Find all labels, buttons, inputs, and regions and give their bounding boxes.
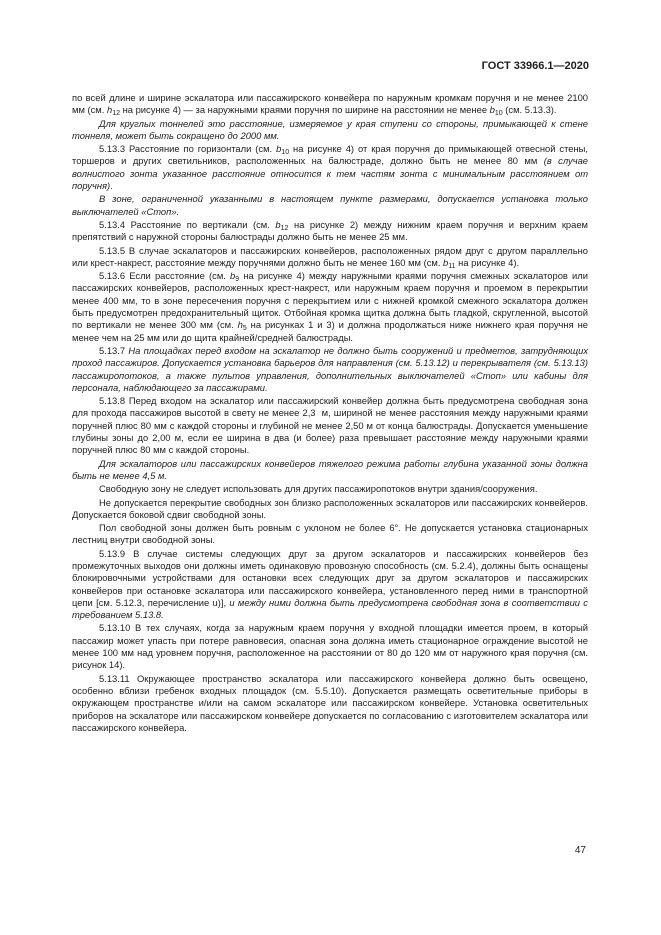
paragraph: 5.13.11 Окружающее пространство эскалатора или пассажирского конвейера должно быть освещено, особенно вблизи гребенок входных площадок (см. 5.5.10). Допускается размещать осветительные приборы в окружающем пространстве и/или на самом эскалаторе или пассажирском конвейере. Установка осветительных приборов на эскалаторе или пассажирском конвейере допускается по согласованию с изготовителем эскалатора или пассажирского конвейера. — [72, 672, 588, 733]
paragraph: 5.13.4 Расстояние по вертикали (см. $b_{12}$ на рисунке 2) между нижним краем поручня и верхним краем препятствий с наружной стороны балюстрады должно быть не менее 25 мм. — [72, 218, 589, 243]
paragraph: 5.13.6 Если расстояние (см. $b_9$ на рисунке 4) между наружными краями поручня смежных эскалаторов или пассажирских конвейеров, расположенных крест-накрест, или наружным краем поручня и проемом в перекрытии менее 400 мм, то в зоне пересечения поручня с перекрытием или с нижней кромкой смежного эскалатора должен быть предусмотрен предохранительный щиток. Отбойная кромка щитка должна быть гладкой, скругленной, высотой по вертикали не менее 300 мм (см. $h_5$ на рисунках 1 и 3) и должна продолжаться ниже нижнего края поручня не менее чем на 25 мм или до щита крайней/средней балюстрады. — [72, 270, 588, 343]
paragraph: Пол свободной зоны должен быть ровным с уклоном не более 6°. Не допускается установка стационарных лестниц внутри свободной зоны. — [72, 522, 588, 546]
paragraph: В зоне, ограниченной указанными в настоящем пункте размерами, допускается установка только выключателей «Стоп». — [72, 193, 588, 217]
paragraph: 5.13.5 В случае эскалаторов и пассажирских конвейеров, расположенных рядом друг с другом параллельно или крест-накрест, расстояние между поручнями должно быть не менее 160 мм (см. $b_{11}$ на рисунке 4). — [72, 244, 588, 270]
document-header: ГОСТ 33966.1—2020 — [481, 60, 589, 72]
paragraph: 5.13.3 Расстояние по горизонтали (см. $b_{10}$ на рисунке 4) от края поручня до примыкающей отвесной стены, торшеров и других светильников, расположенных на балюстраде, должно быть не менее 80 мм (в случае волнистого зонта указанное расстояние относится к тем частям зонта с минимальным расстоянием от поручня). — [72, 143, 588, 192]
paragraph: Свободную зону не следует использовать для других пассажиропотоков внутри здания/сооружения. — [99, 483, 538, 495]
paragraph: по всей длине и ширине эскалатора или пассажирского конвейера по наружным кромкам поручня и не менее 2100 мм (см. $h_{12}$ на рисунке 4) — за наружными краями поручня по ширине на расстоянии не менее $b_{10}$ (см. 5.13.3). — [72, 92, 588, 118]
page-number: 47 — [574, 845, 586, 856]
paragraph: Не допускается перекрытие свободных зон близко расположенных эскалаторов или пассажирских конвейеров. Допускается боковой сдвиг свободной зоны. — [72, 496, 588, 520]
paragraph: 5.13.7 На площадках перед входом на эскалатор не должно быть сооружений и предметов, затрудняющих проход пассажиров. Допускается установка барьеров для направления (см. 5.13.12) и перекрывателя (см. 5.13.13) пассажиропотоков, а также пультов управления, дополнительных выключателей «Стоп» или кабины для персонала, наблюдающего за пассажирами. — [72, 344, 589, 393]
paragraph: 5.13.9 В случае системы следующих друг за другом эскалаторов и пассажирских конвейеров без промежуточных выходов они должны иметь одинаковую провозную способность (см. 5.2.4), должны быть оснащены блокировочными устройствами для остановки всех следующих друг за другом эскалаторов и пассажирских конвейеров при остановке эскалатора или пассажирского конвейера, установленного перед ними в транспортной цепи [см. 5.12.3, перечисление u)], и между ними должна быть предусмотрена свободная зона в соответствии с требованием 5.13.8. — [72, 547, 588, 621]
paragraph: 5.13.8 Перед входом на эскалатор или пассажирский конвейер должна быть предусмотрена свободная зона для прохода пассажиров высотой в свету не менее 2,3 м, шириной не менее расстояния между наружными краями поручней плюс 80 мм с каждой стороны и глубиной не менее 2,50 м от конца балюстрады. Допускается уменьшение глубины зоны до 2,00 м, если ее ширина в два (и более) раза превышает расстояние между наружными краями поручней плюс 80 мм с каждой стороны. — [72, 395, 588, 456]
document-body — [72, 92, 588, 735]
paragraph: Для круглых тоннелей это расстояние, измеряемое у края ступени со стороны, примыкающей к стене тоннеля, может быть сокращено до 2000 мм. — [72, 117, 588, 141]
paragraph: Для эскалаторов или пассажирских конвейеров тяжелого режима работы глубина указанной зоны должна быть не менее 4,5 м. — [72, 457, 588, 481]
paragraph: 5.13.10 В тех случаях, когда за наружным краем поручня у входной площадки имеется проем, в который пассажир может упасть при потере равновесия, опасная зона должна иметь стационарное ограждение высотой не менее 100 мм над уровнем поручня, расположенное на расстоянии от 80 до 120 мм от наружного края поручня (см. рисунок 14). — [72, 622, 588, 671]
